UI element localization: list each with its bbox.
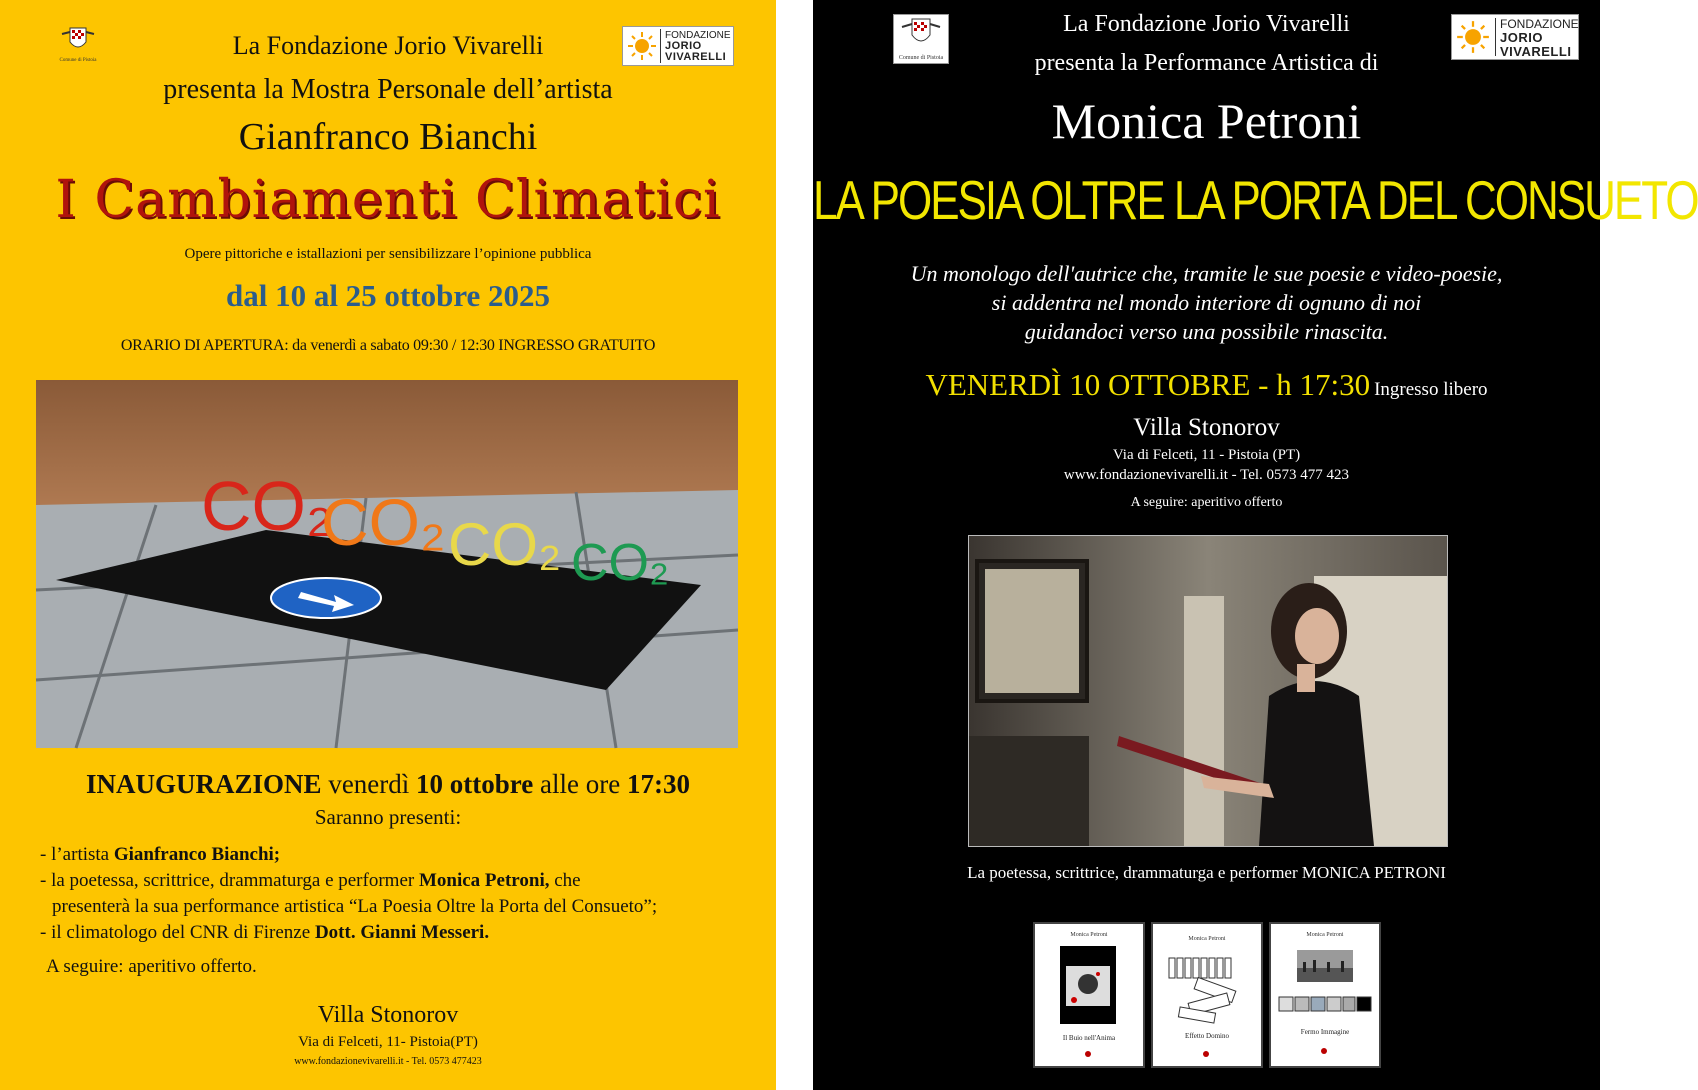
ingresso-text: Ingresso libero [1374, 379, 1488, 400]
co2-sign-green: CO₂ [571, 534, 670, 592]
logo-text-vivarelli: VIVARELLI [665, 51, 727, 63]
intro-line-1: La Fondazione Jorio Vivarelli [232, 31, 544, 60]
book-author: Monica Petroni [1188, 936, 1226, 942]
film-strip-icon [1279, 997, 1371, 1011]
co2-sign-red: CO₂ [201, 467, 334, 545]
book-title: Fermo Immagine [1300, 1028, 1350, 1036]
co2-sign-yellow: CO₂ [448, 511, 562, 578]
intro-line-2: presenta la Performance Artistica di [1034, 50, 1379, 76]
venue-contacts: www.fondazionevivarelli.it - Tel. 0573 477 423 [1063, 467, 1350, 483]
description-line-1: Un monologo dell'autrice che, tramite le sue poesie e video-poesie, [910, 261, 1503, 286]
logo-text-fondazione: FONDAZIONE [665, 30, 731, 41]
when-text: VENERDÌ 10 OTTOBRE - h 17:30 [925, 367, 1371, 402]
aperitivo-note: A seguire: aperitivo offerto. [46, 956, 257, 977]
performance-title: LA POESIA OLTRE LA PORTA DEL CONSUETO [813, 170, 1698, 232]
exhibition-subtitle: Opere pittoriche e istallazioni per sensibilizzare l’opinione pubblica [184, 246, 592, 262]
guest-poet: - la poetessa, scrittrice, drammaturga e performer Monica Petroni, che [40, 870, 581, 891]
performance-poster [813, 0, 1698, 1090]
description-line-3: guidandoci verso una possibile rinascita. [1024, 319, 1389, 344]
artist-name: Gianfranco Bianchi [238, 116, 538, 158]
inauguration-line: INAUGURAZIONE venerdì 10 ottobre alle ore 17:30 [86, 769, 690, 799]
venue-name: Villa Stonorov [317, 1002, 459, 1028]
poster-gap [776, 0, 813, 1090]
performance-datetime [813, 367, 1600, 403]
book-cover-3 [1269, 922, 1381, 1068]
logo-text-jorio: JORIO [1500, 30, 1543, 45]
intro-line-1: La Fondazione Jorio Vivarelli [1063, 11, 1350, 37]
guest-poet-line-2: presenterà la sua performance artistica “La Poesia Oltre la Porta del Consueto”; [52, 896, 658, 917]
guest-artist: - l’artista Gianfranco Bianchi; [40, 844, 281, 865]
description-line-2: si addentra nel mondo interiore di ognuno di noi [991, 290, 1422, 315]
dominoes-icon [1165, 954, 1249, 1024]
photo-caption: La poetessa, scrittrice, drammaturga e performer MONICA PETRONI [967, 863, 1446, 882]
exhibition-poster [0, 0, 776, 1090]
book-title: Effetto Domino [1184, 1032, 1229, 1040]
exhibition-dates: dal 10 al 25 ottobre 2025 [225, 278, 551, 313]
book-author: Monica Petroni [1070, 932, 1108, 938]
opening-hours: ORARIO DI APERTURA: da venerdì a sabato 09:30 / 12:30 INGRESSO GRATUITO [120, 337, 656, 354]
comune-logo-caption: Comune di Pistoia [59, 58, 97, 63]
intro-line-2: presenta la Mostra Personale dell’artista [163, 74, 613, 105]
co2-sign-orange: CO₂ [321, 485, 446, 559]
venue-contacts: www.fondazionevivarelli.it - Tel. 0573 477423 [294, 1056, 482, 1067]
logo-text-jorio: JORIO [665, 40, 702, 52]
guest-list [40, 842, 657, 946]
description [813, 259, 1600, 346]
book-cover-1 [1033, 922, 1145, 1068]
book-title: Il Buio nell'Anima [1062, 1034, 1116, 1042]
logo-text-vivarelli: VIVARELLI [1500, 44, 1572, 59]
book-cover-art [1060, 946, 1116, 1024]
comune-logo-caption: Comune di Pistoia [898, 55, 944, 61]
logo-text-fondazione: FONDAZIONE [1500, 17, 1579, 31]
installation-photo [36, 380, 738, 748]
venue-name: Villa Stonorov [1133, 414, 1280, 441]
performer-photo [968, 535, 1448, 847]
guests-heading: Saranno presenti: [314, 805, 462, 829]
performer-name: Monica Petroni [1051, 93, 1362, 149]
book-cover-art [1297, 950, 1353, 982]
book-cover-2 [1151, 922, 1263, 1068]
guest-climatologist: - il climatologo del CNR di Firenze Dott. Gianni Messeri. [40, 922, 490, 943]
exhibition-title: I Cambiamenti Climatici [55, 170, 721, 230]
book-author: Monica Petroni [1306, 932, 1344, 938]
venue-address: Via di Felceti, 11- Pistoia(PT) [298, 1034, 478, 1050]
venue-address: Via di Felceti, 11 - Pistoia (PT) [1112, 447, 1301, 463]
aperitivo-note: A seguire: aperitivo offerto [1130, 495, 1283, 510]
